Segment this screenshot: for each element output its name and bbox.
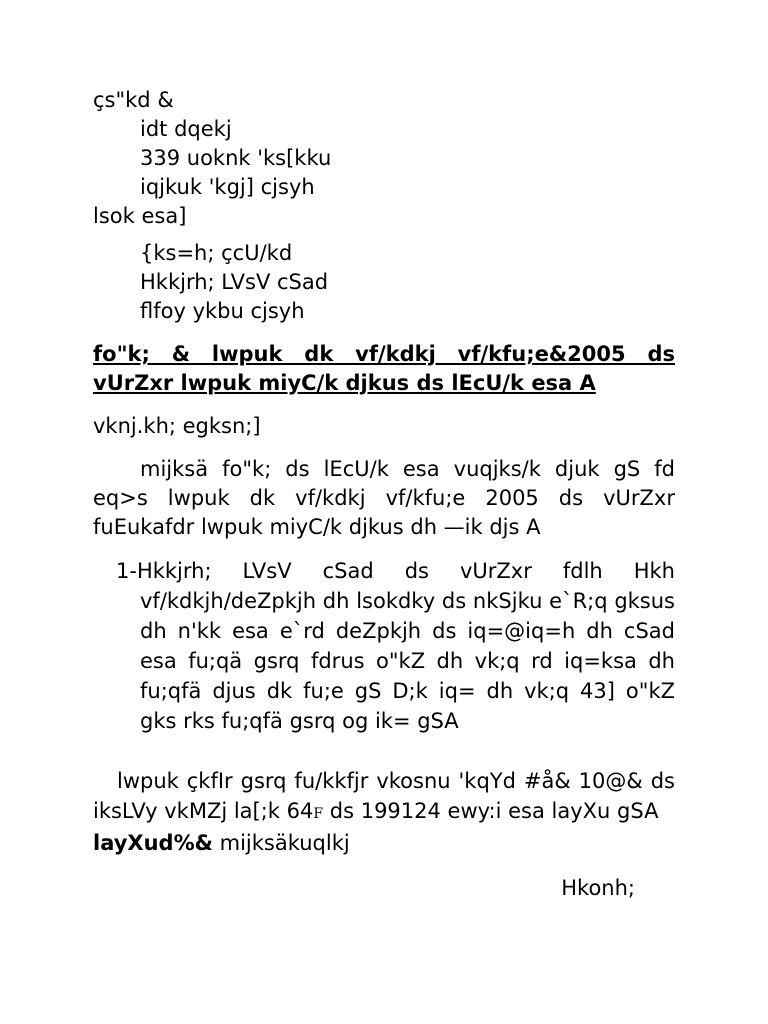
from-label: çs"kd & — [93, 88, 174, 112]
enclosure-line — [93, 829, 675, 858]
subject-line: fo"k; & lwpuk dk vf/kdkj vf/kfu;e&2005 ds vUrZxr lwpuk miyC/k djkus ds lEcU/k esa A — [93, 342, 675, 395]
from-line: 339 uoknk 'ks[kku — [140, 146, 332, 170]
enclosure-value: mijksäkuqlkj — [212, 831, 350, 855]
to-line: Hkkjrh; LVsV cSad — [140, 270, 329, 294]
from-line: iqjkuk 'kgj] cjsyh — [140, 175, 315, 199]
body-paragraph: mijksä fo"k; ds lEcU/k esa vuqjks/k djuk gS fd eq>s lwpuk dk vf/kdkj vf/kfu;e 2005 ds vUrZxr fuEukafdr lwpuk miyC/k djkus dh —ik djs A — [93, 457, 675, 539]
signature-closing: Hkonh; — [561, 876, 635, 900]
fee-text-before: lwpuk çkfIr gsrq fu/kkfjr vkosnu 'kqYd #å& 10@& ds iksLVy vkMZj la[;k 64 — [93, 769, 675, 823]
to-line: {ks=h; çcU/kd — [140, 241, 293, 265]
fee-small-char: F — [313, 806, 324, 822]
list-item: 1-Hkkjrh; LVsV cSad ds vUrZxr fdlh Hkh vf/kdkjh/deZpkjh dh lsokdky ds nkSjku e`R;q gksus dh n'kk esa e`rd deZpkjh ds iq=@iq=h dh cSad esa fu;qä gsrq fdrus o"kZ dh vk;q rd iq=ksa dh fu;qfä djus dk fu;e gS D;k iq= dh vk;q 43] o"kZ gks rks fu;qfä gsrq og ik= gSA — [116, 559, 675, 733]
from-line: idt dqekj — [140, 117, 232, 141]
fee-text-after: ds 199124 ewy:i esa layXu gSA — [323, 799, 659, 823]
to-label: lsok esa] — [93, 204, 187, 228]
salutation: vknj.kh; egksn;] — [93, 414, 261, 438]
fee-paragraph — [93, 766, 675, 829]
to-line: flfoy ykbu cjsyh — [140, 299, 305, 323]
letter-page — [93, 86, 675, 903]
enclosure-label: layXud%& — [93, 831, 213, 855]
